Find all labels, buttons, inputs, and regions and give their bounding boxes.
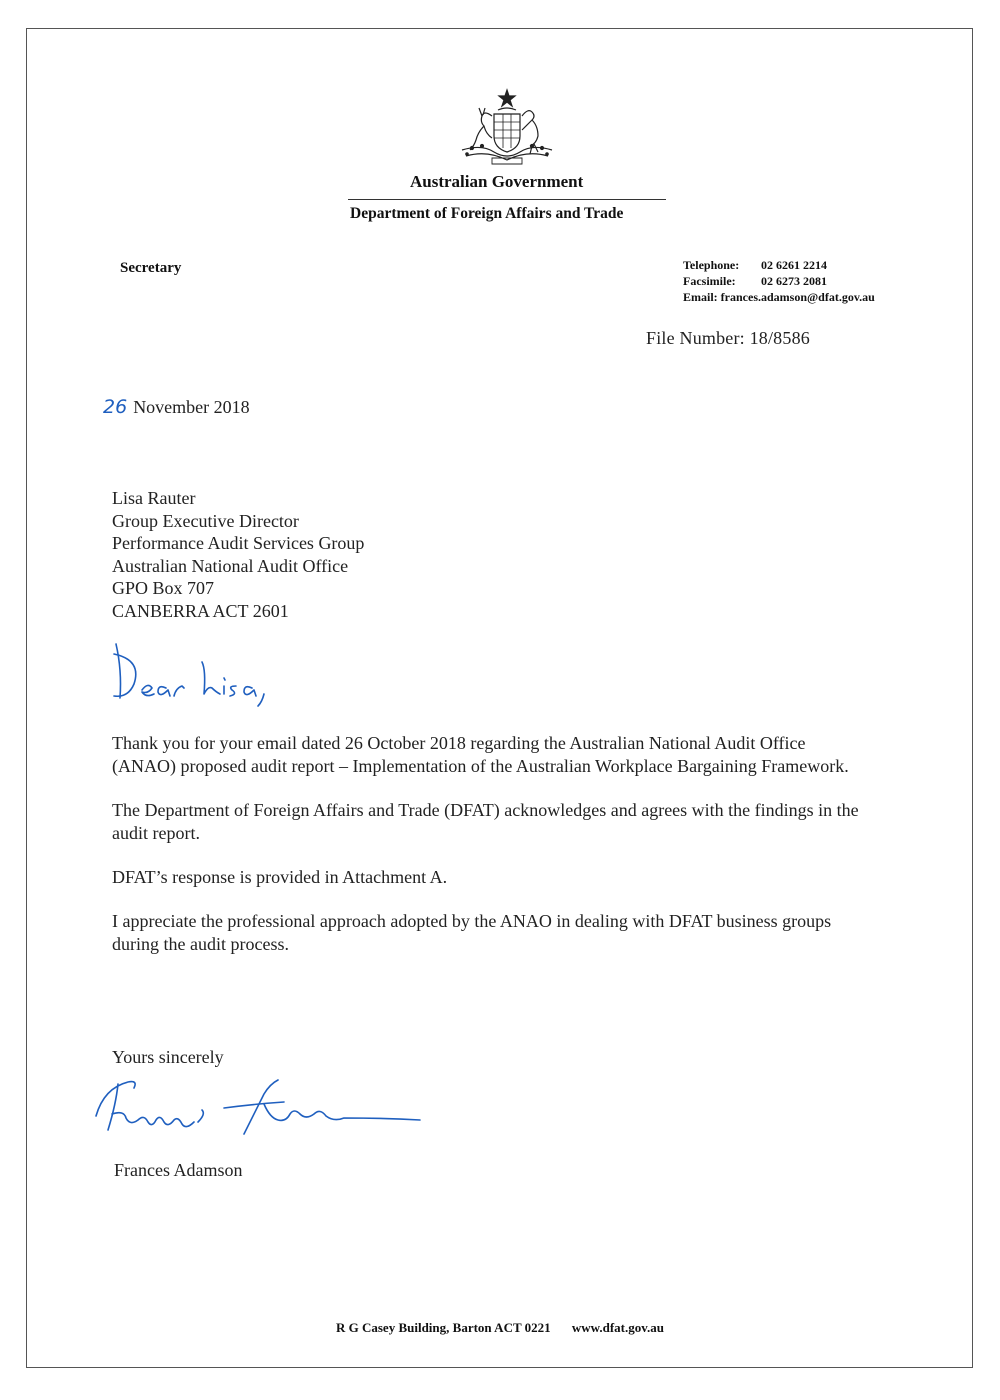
footer [0,1320,1000,1336]
address-line: Lisa Rauter [112,488,196,508]
address-line: Group Executive Director [112,510,299,531]
month-year: November 2018 [133,397,250,417]
closing: Yours sincerely [112,1047,224,1067]
recipient-address [112,487,364,622]
contact-block [683,257,875,305]
address-line: Australian National Audit Office [112,555,349,576]
address-line: GPO Box 707 [112,578,215,598]
facsimile-line [683,273,875,289]
facsimile-label: Facsimile: [683,274,736,288]
coat-of-arms-icon [452,86,562,168]
signer-name: Frances Adamson [114,1160,243,1180]
facsimile-value: 02 6273 2081 [761,274,827,288]
email-value: frances.adamson@dfat.gov.au [720,290,875,304]
address-line: Performance Audit Services Group [112,533,365,553]
body-paragraph: DFAT’s response is provided in Attachment A. [112,867,448,887]
email-label: Email: [683,290,718,304]
signature [94,1074,424,1144]
body-paragraph: The Department of Foreign Affairs and Trade (DFAT) acknowledges and agrees with the findings in the audit report. [112,800,859,843]
department-title: Department of Foreign Affairs and Trade [350,205,624,222]
footer-website[interactable]: www.dfat.gov.au [571,1320,665,1335]
body-paragraph: Thank you for your email dated 26 October 2018 regarding the Australian National Audit Office (ANAO) proposed audit report – Implementation of the Australian Workplace Bargaining Framework. [112,733,849,776]
file-number: File Number: 18/8586 [646,328,810,348]
government-title: Australian Government [410,172,584,191]
letter-body [112,732,862,977]
address-line: CANBERRA ACT 2601 [112,600,289,621]
header-divider [348,199,666,200]
email-line [683,289,875,305]
telephone-label: Telephone: [683,258,740,272]
handwritten-salutation [112,640,282,710]
footer-address: R G Casey Building, Barton ACT 0221 [335,1320,551,1335]
handwritten-day: 26 [103,396,128,418]
letter-date [103,396,250,418]
body-paragraph: I appreciate the professional approach adopted by the ANAO in dealing with DFAT business groups during the audit process. [112,911,832,954]
telephone-line [683,257,875,273]
telephone-value: 02 6261 2214 [761,258,827,272]
sender-role: Secretary [120,260,182,276]
